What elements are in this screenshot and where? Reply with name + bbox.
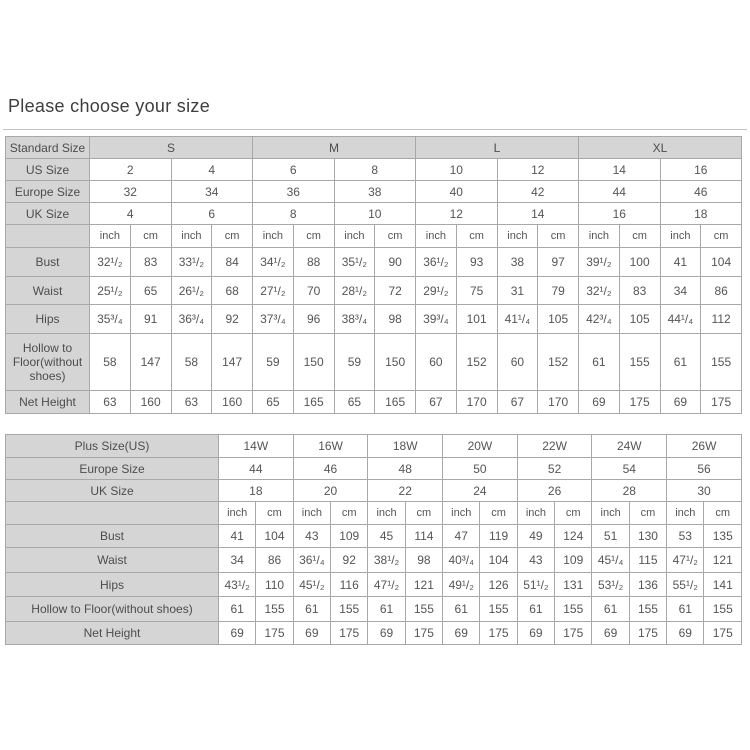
row-label: Net Height: [6, 391, 90, 414]
measure-value-cell: 67: [497, 391, 538, 414]
measure-value-cell: 61: [667, 597, 704, 622]
measure-value-cell: 70: [293, 277, 334, 305]
measure-value-cell: 45¹/₄: [592, 548, 629, 573]
measure-value-cell: 155: [701, 334, 742, 391]
unit-row-label: [6, 225, 90, 248]
unit-row-label: [6, 502, 219, 525]
unit-cell: inch: [667, 502, 704, 525]
measure-value-cell: 155: [629, 597, 666, 622]
unit-cell: inch: [368, 502, 405, 525]
measure-value-cell: 98: [405, 548, 442, 573]
size-value-cell: 28: [592, 480, 667, 502]
measure-value-cell: 175: [555, 622, 592, 645]
measure-value-cell: 34: [219, 548, 256, 573]
row-label: Bust: [6, 525, 219, 548]
unit-cell: inch: [579, 225, 620, 248]
measure-value-cell: 170: [456, 391, 497, 414]
row-label: US Size: [6, 159, 90, 181]
unit-cell: inch: [293, 502, 330, 525]
measure-value-cell: 45¹/₂: [293, 573, 330, 597]
size-group-cell: 26W: [667, 435, 742, 458]
measure-value-cell: 43: [293, 525, 330, 548]
measure-value-cell: 105: [619, 305, 660, 334]
measure-value-cell: 88: [293, 248, 334, 277]
measure-value-cell: 115: [629, 548, 666, 573]
measure-value-cell: 175: [480, 622, 517, 645]
measure-value-cell: 116: [331, 573, 368, 597]
measure-value-cell: 84: [212, 248, 253, 277]
measure-value-cell: 25¹/₂: [90, 277, 131, 305]
measure-value-cell: 49¹/₂: [443, 573, 480, 597]
size-group-cell: 24W: [592, 435, 667, 458]
measure-value-cell: 34: [660, 277, 701, 305]
measure-value-cell: 63: [90, 391, 131, 414]
measure-value-cell: 79: [538, 277, 579, 305]
size-value-cell: 24: [443, 480, 518, 502]
size-value-cell: 36: [253, 181, 335, 203]
measure-value-cell: 27¹/₂: [253, 277, 294, 305]
size-group-cell: XL: [579, 137, 742, 159]
size-value-cell: 46: [293, 458, 368, 480]
measure-value-cell: 109: [331, 525, 368, 548]
unit-cell: cm: [331, 502, 368, 525]
measure-value-cell: 141: [704, 573, 742, 597]
row-label: Hips: [6, 573, 219, 597]
measure-value-cell: 60: [416, 334, 457, 391]
size-value-cell: 50: [443, 458, 518, 480]
unit-cell: cm: [555, 502, 592, 525]
size-value-cell: 40: [416, 181, 498, 203]
measure-value-cell: 29¹/₂: [416, 277, 457, 305]
measure-value-cell: 126: [480, 573, 517, 597]
measure-value-cell: 51: [592, 525, 629, 548]
measure-value-cell: 86: [701, 277, 742, 305]
size-value-cell: 54: [592, 458, 667, 480]
measure-value-cell: 65: [130, 277, 171, 305]
measure-value-cell: 119: [480, 525, 517, 548]
measure-value-cell: 83: [130, 248, 171, 277]
measure-value-cell: 49: [517, 525, 554, 548]
size-value-cell: 6: [171, 203, 253, 225]
measure-value-cell: 110: [256, 573, 293, 597]
size-group-cell: S: [90, 137, 253, 159]
measure-value-cell: 104: [256, 525, 293, 548]
unit-cell: cm: [538, 225, 579, 248]
measure-value-cell: 69: [660, 391, 701, 414]
measure-value-cell: 68: [212, 277, 253, 305]
measure-value-cell: 44¹/₄: [660, 305, 701, 334]
measure-value-cell: 155: [704, 597, 742, 622]
measure-value-cell: 60: [497, 334, 538, 391]
unit-cell: inch: [171, 225, 212, 248]
size-value-cell: 16: [579, 203, 661, 225]
measure-value-cell: 26¹/₂: [171, 277, 212, 305]
measure-value-cell: 53¹/₂: [592, 573, 629, 597]
measure-value-cell: 61: [579, 334, 620, 391]
measure-value-cell: 61: [660, 334, 701, 391]
measure-value-cell: 135: [704, 525, 742, 548]
measure-value-cell: 38¹/₂: [368, 548, 405, 573]
size-group-cell: 22W: [517, 435, 592, 458]
measure-value-cell: 28¹/₂: [334, 277, 375, 305]
measure-value-cell: 41: [660, 248, 701, 277]
measure-value-cell: 61: [368, 597, 405, 622]
unit-cell: inch: [497, 225, 538, 248]
size-group-cell: L: [416, 137, 579, 159]
unit-cell: cm: [130, 225, 171, 248]
measure-value-cell: 61: [293, 597, 330, 622]
measure-value-cell: 38: [497, 248, 538, 277]
row-label: Standard Size: [6, 137, 90, 159]
measure-value-cell: 47¹/₂: [368, 573, 405, 597]
measure-value-cell: 104: [701, 248, 742, 277]
measure-value-cell: 165: [293, 391, 334, 414]
measure-value-cell: 93: [456, 248, 497, 277]
measure-value-cell: 150: [375, 334, 416, 391]
row-label: Hips: [6, 305, 90, 334]
measure-value-cell: 43: [517, 548, 554, 573]
measure-value-cell: 75: [456, 277, 497, 305]
measure-value-cell: 155: [555, 597, 592, 622]
measure-value-cell: 121: [405, 573, 442, 597]
measure-value-cell: 61: [443, 597, 480, 622]
measure-value-cell: 100: [619, 248, 660, 277]
unit-cell: inch: [90, 225, 131, 248]
unit-cell: inch: [416, 225, 457, 248]
size-value-cell: 48: [368, 458, 443, 480]
measure-value-cell: 152: [538, 334, 579, 391]
measure-value-cell: 58: [171, 334, 212, 391]
size-value-cell: 20: [293, 480, 368, 502]
measure-value-cell: 59: [253, 334, 294, 391]
measure-value-cell: 170: [538, 391, 579, 414]
measure-value-cell: 47: [443, 525, 480, 548]
measure-value-cell: 34¹/₂: [253, 248, 294, 277]
size-value-cell: 34: [171, 181, 253, 203]
measure-value-cell: 175: [701, 391, 742, 414]
measure-value-cell: 69: [517, 622, 554, 645]
measure-value-cell: 101: [456, 305, 497, 334]
measure-value-cell: 105: [538, 305, 579, 334]
measure-value-cell: 41¹/₄: [497, 305, 538, 334]
size-value-cell: 14: [497, 203, 579, 225]
size-group-cell: 14W: [219, 435, 294, 458]
measure-value-cell: 61: [517, 597, 554, 622]
row-label: Waist: [6, 548, 219, 573]
size-value-cell: 26: [517, 480, 592, 502]
measure-value-cell: 147: [212, 334, 253, 391]
unit-cell: cm: [704, 502, 742, 525]
measure-value-cell: 58: [90, 334, 131, 391]
measure-value-cell: 92: [212, 305, 253, 334]
unit-cell: cm: [212, 225, 253, 248]
size-group-cell: 16W: [293, 435, 368, 458]
size-value-cell: 10: [334, 203, 416, 225]
measure-value-cell: 53: [667, 525, 704, 548]
unit-cell: cm: [629, 502, 666, 525]
size-value-cell: 32: [90, 181, 172, 203]
size-value-cell: 2: [90, 159, 172, 181]
measure-value-cell: 155: [405, 597, 442, 622]
size-value-cell: 52: [517, 458, 592, 480]
measure-value-cell: 175: [256, 622, 293, 645]
measure-value-cell: 109: [555, 548, 592, 573]
size-value-cell: 16: [660, 159, 742, 181]
measure-value-cell: 40³/₄: [443, 548, 480, 573]
measure-value-cell: 36¹/₄: [293, 548, 330, 573]
measure-value-cell: 90: [375, 248, 416, 277]
measure-value-cell: 32¹/₂: [579, 277, 620, 305]
row-label: UK Size: [6, 480, 219, 502]
row-label: Bust: [6, 248, 90, 277]
unit-cell: inch: [660, 225, 701, 248]
size-group-cell: 18W: [368, 435, 443, 458]
plus-size-table: [5, 434, 742, 645]
size-value-cell: 46: [660, 181, 742, 203]
unit-cell: cm: [456, 225, 497, 248]
measure-value-cell: 175: [629, 622, 666, 645]
measure-value-cell: 92: [331, 548, 368, 573]
measure-value-cell: 175: [331, 622, 368, 645]
measure-value-cell: 130: [629, 525, 666, 548]
size-group-cell: 20W: [443, 435, 518, 458]
measure-value-cell: 36³/₄: [171, 305, 212, 334]
measure-value-cell: 175: [619, 391, 660, 414]
row-label: Net Height: [6, 622, 219, 645]
measure-value-cell: 65: [334, 391, 375, 414]
measure-value-cell: 39³/₄: [416, 305, 457, 334]
measure-value-cell: 147: [130, 334, 171, 391]
measure-value-cell: 39¹/₂: [579, 248, 620, 277]
measure-value-cell: 91: [130, 305, 171, 334]
measure-value-cell: 61: [592, 597, 629, 622]
row-label: Plus Size(US): [6, 435, 219, 458]
row-label: Hollow to Floor(without shoes): [6, 334, 90, 391]
measure-value-cell: 61: [219, 597, 256, 622]
measure-value-cell: 69: [667, 622, 704, 645]
measure-value-cell: 121: [704, 548, 742, 573]
unit-cell: cm: [375, 225, 416, 248]
measure-value-cell: 33¹/₂: [171, 248, 212, 277]
measure-value-cell: 38³/₄: [334, 305, 375, 334]
measure-value-cell: 152: [456, 334, 497, 391]
size-value-cell: 4: [171, 159, 253, 181]
unit-cell: inch: [592, 502, 629, 525]
measure-value-cell: 155: [619, 334, 660, 391]
size-value-cell: 42: [497, 181, 579, 203]
unit-cell: cm: [405, 502, 442, 525]
row-label: Hollow to Floor(without shoes): [6, 597, 219, 622]
size-value-cell: 30: [667, 480, 742, 502]
measure-value-cell: 51¹/₂: [517, 573, 554, 597]
size-value-cell: 38: [334, 181, 416, 203]
measure-value-cell: 98: [375, 305, 416, 334]
row-label: Europe Size: [6, 181, 90, 203]
size-value-cell: 44: [579, 181, 661, 203]
measure-value-cell: 136: [629, 573, 666, 597]
measure-value-cell: 47¹/₂: [667, 548, 704, 573]
measure-value-cell: 36¹/₂: [416, 248, 457, 277]
measure-value-cell: 69: [443, 622, 480, 645]
unit-cell: cm: [480, 502, 517, 525]
measure-value-cell: 131: [555, 573, 592, 597]
size-value-cell: 4: [90, 203, 172, 225]
measure-value-cell: 59: [334, 334, 375, 391]
measure-value-cell: 42³/₄: [579, 305, 620, 334]
row-label: UK Size: [6, 203, 90, 225]
measure-value-cell: 41: [219, 525, 256, 548]
measure-value-cell: 83: [619, 277, 660, 305]
measure-value-cell: 124: [555, 525, 592, 548]
measure-value-cell: 67: [416, 391, 457, 414]
measure-value-cell: 112: [701, 305, 742, 334]
row-label: Europe Size: [6, 458, 219, 480]
measure-value-cell: 32¹/₂: [90, 248, 131, 277]
measure-value-cell: 35³/₄: [90, 305, 131, 334]
measure-value-cell: 155: [480, 597, 517, 622]
measure-value-cell: 55¹/₂: [667, 573, 704, 597]
measure-value-cell: 63: [171, 391, 212, 414]
size-value-cell: 12: [416, 203, 498, 225]
measure-value-cell: 86: [256, 548, 293, 573]
size-value-cell: 6: [253, 159, 335, 181]
size-value-cell: 22: [368, 480, 443, 502]
measure-value-cell: 175: [704, 622, 742, 645]
measure-value-cell: 31: [497, 277, 538, 305]
measure-value-cell: 160: [130, 391, 171, 414]
size-value-cell: 8: [334, 159, 416, 181]
title-divider: [3, 129, 747, 130]
measure-value-cell: 72: [375, 277, 416, 305]
measure-value-cell: 37³/₄: [253, 305, 294, 334]
measure-value-cell: 175: [405, 622, 442, 645]
measure-value-cell: 69: [219, 622, 256, 645]
measure-value-cell: 69: [592, 622, 629, 645]
unit-cell: inch: [517, 502, 554, 525]
size-value-cell: 44: [219, 458, 294, 480]
size-value-cell: 12: [497, 159, 579, 181]
measure-value-cell: 114: [405, 525, 442, 548]
measure-value-cell: 65: [253, 391, 294, 414]
size-value-cell: 18: [219, 480, 294, 502]
standard-size-table: [5, 136, 742, 414]
measure-value-cell: 35¹/₂: [334, 248, 375, 277]
unit-cell: cm: [293, 225, 334, 248]
measure-value-cell: 97: [538, 248, 579, 277]
measure-value-cell: 160: [212, 391, 253, 414]
measure-value-cell: 155: [256, 597, 293, 622]
measure-value-cell: 43¹/₂: [219, 573, 256, 597]
measure-value-cell: 96: [293, 305, 334, 334]
measure-value-cell: 150: [293, 334, 334, 391]
measure-value-cell: 45: [368, 525, 405, 548]
measure-value-cell: 69: [579, 391, 620, 414]
unit-cell: inch: [443, 502, 480, 525]
measure-value-cell: 104: [480, 548, 517, 573]
unit-cell: inch: [253, 225, 294, 248]
unit-cell: cm: [256, 502, 293, 525]
measure-value-cell: 69: [293, 622, 330, 645]
size-value-cell: 18: [660, 203, 742, 225]
page-title: Please choose your size: [8, 96, 211, 116]
measure-value-cell: 155: [331, 597, 368, 622]
unit-cell: cm: [701, 225, 742, 248]
row-label: Waist: [6, 277, 90, 305]
measure-value-cell: 165: [375, 391, 416, 414]
unit-cell: cm: [619, 225, 660, 248]
unit-cell: inch: [334, 225, 375, 248]
measure-value-cell: 69: [368, 622, 405, 645]
size-value-cell: 56: [667, 458, 742, 480]
size-value-cell: 10: [416, 159, 498, 181]
unit-cell: inch: [219, 502, 256, 525]
size-group-cell: M: [253, 137, 416, 159]
size-value-cell: 14: [579, 159, 661, 181]
size-value-cell: 8: [253, 203, 335, 225]
